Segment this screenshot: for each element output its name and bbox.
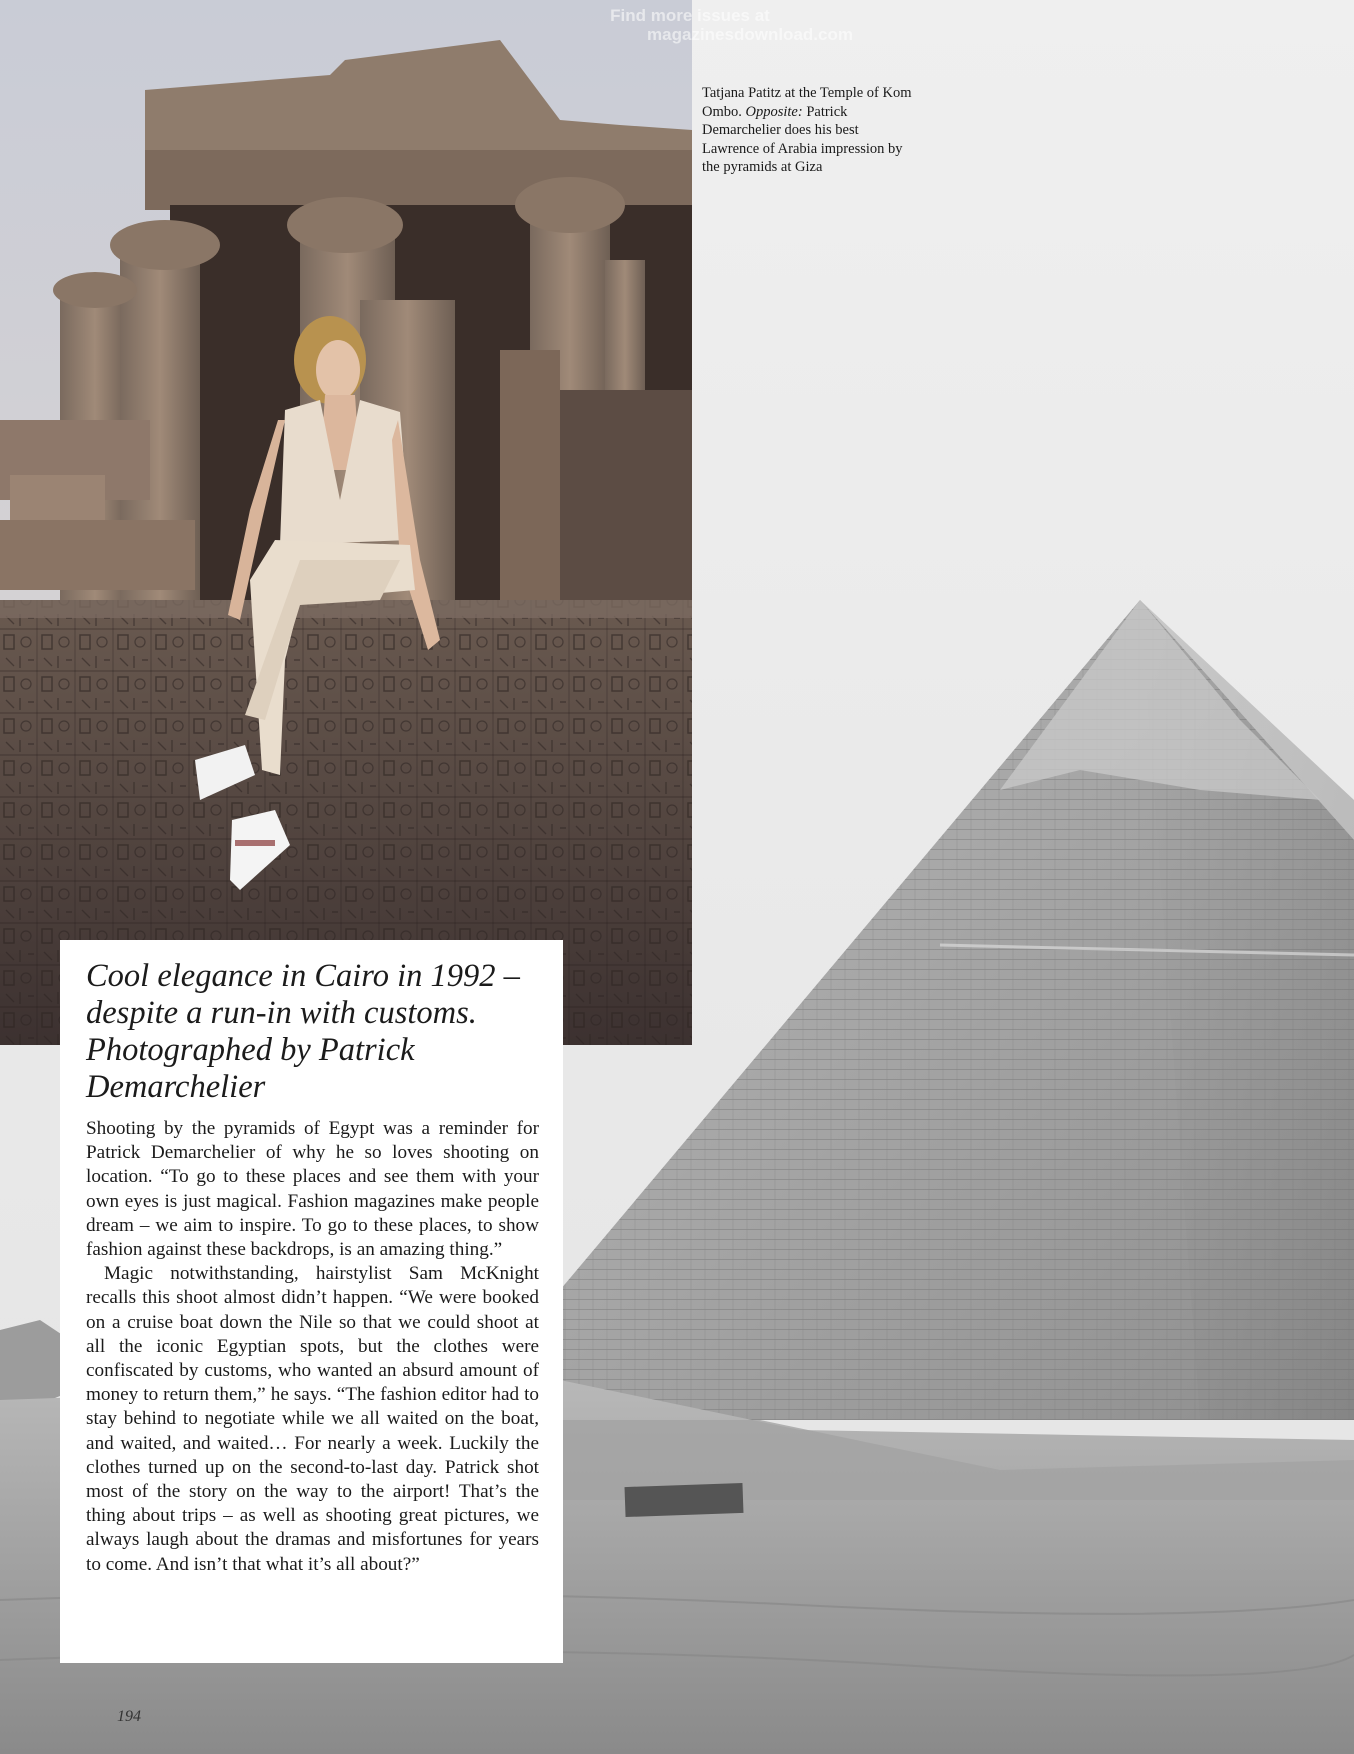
watermark-line-2: magazinesdownload.com xyxy=(647,25,853,44)
article-panel xyxy=(60,940,563,1663)
caption-opposite-label: Opposite: xyxy=(745,103,803,120)
photo-caption xyxy=(702,84,912,177)
caption-part-2: Patrick Demarchelier does his best Lawrence of Arabia impression by the pyramids at Giza xyxy=(702,103,903,175)
watermark xyxy=(490,6,890,44)
article-paragraph: Magic notwithstanding, hairstylist Sam McKnight recalls this shoot almost didn’t happen. “We were booked on a cruise boat down the Nile so that we could shoot at all the iconic Egyptian spots, but the clothes were confiscated by customs, who wanted an absurd amount of money to return them,” he says. “The fashion editor had to stay behind to negotiate while we all waited on the boat, and waited, and waited… For nearly a week. Luckily the clothes turned up on the second-to-last day. Patrick shot most of the story on the way to the airport! That’s the thing about trips – as well as shooting great pictures, we always laugh about the dramas and misfortunes for years to come. And isn’t that what it’s all about?” xyxy=(86,1263,539,1575)
article-paragraph: Shooting by the pyramids of Egypt was a reminder for Patrick Demarchelier of why he so loves shooting on location. “To go to these places and see them with your own eyes is just magical. Fashion magazines make people dream – we aim to inspire. To go to these places, to show fashion against these backdrops, is an amazing thing.” xyxy=(86,1118,539,1261)
article-body xyxy=(86,1117,539,1577)
caption-part-1: Tatjana Patitz at the Temple of Kom Ombo. xyxy=(702,85,912,120)
temple-photo xyxy=(0,0,692,1045)
page-number: 194 xyxy=(117,1708,141,1725)
article-headline: Cool elegance in Cairo in 1992 – despite a run-in with customs. Photographed by Patrick Demarchelier xyxy=(86,958,520,1105)
watermark-line-1: Find more issues at xyxy=(610,6,770,25)
